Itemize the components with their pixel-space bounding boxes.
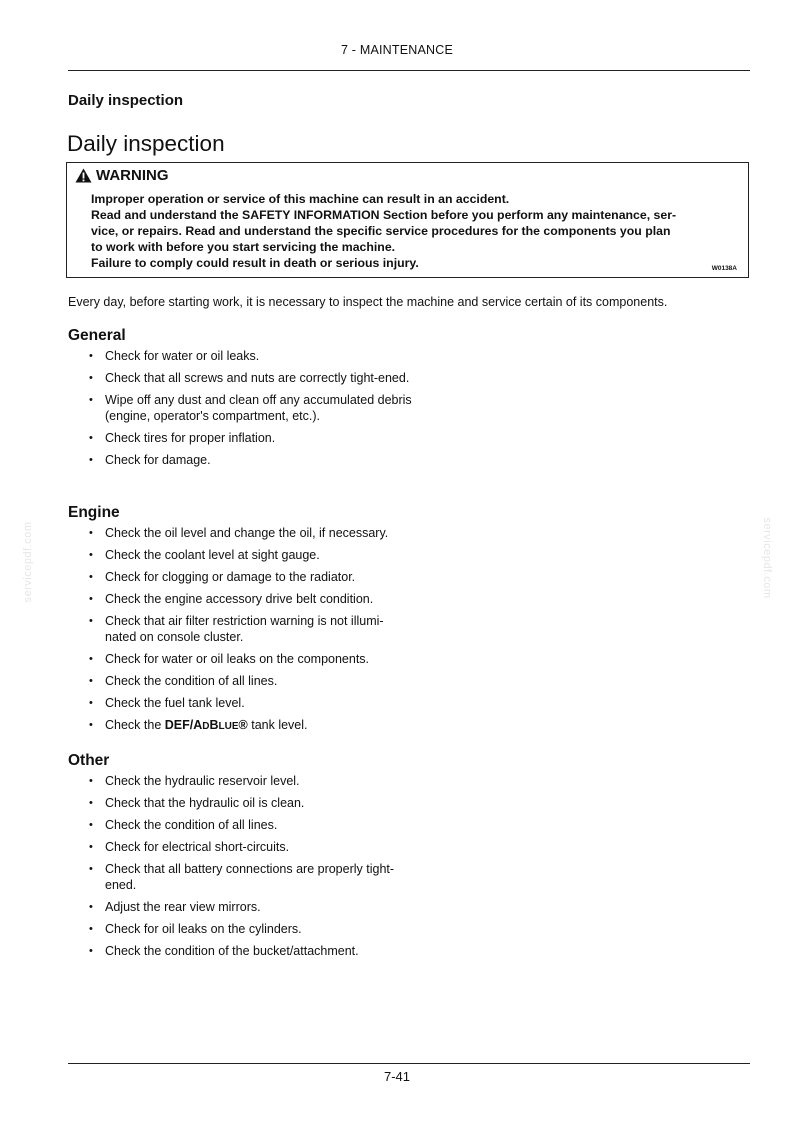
list-item: • Check for water or oil leaks on the components. — [88, 652, 413, 668]
intro-paragraph: Every day, before starting work, it is necessary to inspect the machine and service certain of its components. — [68, 295, 668, 309]
list-item: • Check for electrical short-circuits. — [88, 840, 413, 856]
watermark-right: servicepdf.com — [761, 517, 773, 599]
warning-line: vice, or repairs. Read and understand the specific service procedures for the components you plan — [91, 224, 671, 238]
watermark-left: servicepdf.com — [22, 521, 34, 603]
warning-line: Improper operation or service of this machine can result in an accident. — [91, 192, 510, 206]
general-list — [88, 349, 413, 475]
warning-label: WARNING — [96, 167, 169, 184]
def-item-prefix: Check the — [105, 717, 165, 732]
warning-header — [75, 167, 169, 184]
list-item: • Check for damage. — [88, 453, 413, 469]
page-number: 7-41 — [383, 1069, 411, 1084]
warning-line: Read and understand the SAFETY INFORMATION Section before you perform any maintenance, ser- — [91, 208, 677, 222]
list-item: • Adjust the rear view mirrors. — [88, 900, 413, 916]
heading-engine: Engine — [68, 504, 120, 521]
list-item: • Check the condition of all lines. — [88, 818, 413, 834]
page-title: Daily inspection — [67, 131, 225, 156]
list-item: • Check the coolant level at sight gauge. — [88, 548, 413, 564]
list-item: • Check for clogging or damage to the radiator. — [88, 570, 413, 586]
list-item: • Check the condition of the bucket/attachment. — [88, 944, 413, 960]
product-name-smallcaps: D — [202, 720, 210, 732]
engine-list — [88, 526, 413, 741]
footer-rule — [68, 1063, 750, 1064]
other-list — [88, 774, 413, 966]
registered-mark: ® — [238, 717, 248, 732]
warning-text — [91, 191, 736, 271]
product-name-part: B — [209, 717, 219, 732]
list-item: • Check the engine accessory drive belt condition. — [88, 592, 413, 608]
warning-triangle-icon — [75, 168, 92, 183]
list-item: • Check tires for proper inflation. — [88, 431, 413, 447]
list-item: • Check the condition of all lines. — [88, 674, 413, 690]
list-item: • Wipe off any dust and clean off any accumulated debris (engine, operator's compartment, etc.). — [88, 393, 413, 424]
list-item: • Check for oil leaks on the cylinders. — [88, 922, 413, 938]
product-name-part: DEF/A — [164, 717, 203, 732]
header-rule — [68, 70, 750, 71]
heading-general: General — [68, 327, 126, 344]
list-item-def-adblue — [88, 718, 413, 735]
def-product-name — [165, 718, 248, 732]
heading-other: Other — [68, 752, 110, 769]
warning-line: Failure to comply could result in death or serious injury. — [91, 256, 419, 270]
warning-box — [66, 162, 749, 278]
section-title: Daily inspection — [68, 92, 184, 109]
list-item: • Check the fuel tank level. — [88, 696, 413, 712]
def-item-suffix: tank level. — [247, 717, 308, 732]
list-item: • Check the hydraulic reservoir level. — [88, 774, 413, 790]
running-header: 7 - MAINTENANCE — [340, 43, 454, 57]
list-item: • Check that all screws and nuts are correctly tight-ened. — [88, 371, 413, 387]
list-item: • Check that all battery connections are properly tight-ened. — [88, 862, 413, 893]
list-item: • Check that air filter restriction warning is not illumi-nated on console cluster. — [88, 614, 413, 645]
list-item: • Check for water or oil leaks. — [88, 349, 413, 365]
warning-line: to work with before you start servicing the machine. — [91, 240, 396, 254]
product-name-smallcaps: LUE — [218, 720, 239, 732]
list-item: • Check the oil level and change the oil, if necessary. — [88, 526, 413, 542]
warning-code: W0138A — [711, 265, 737, 272]
list-item: • Check that the hydraulic oil is clean. — [88, 796, 413, 812]
